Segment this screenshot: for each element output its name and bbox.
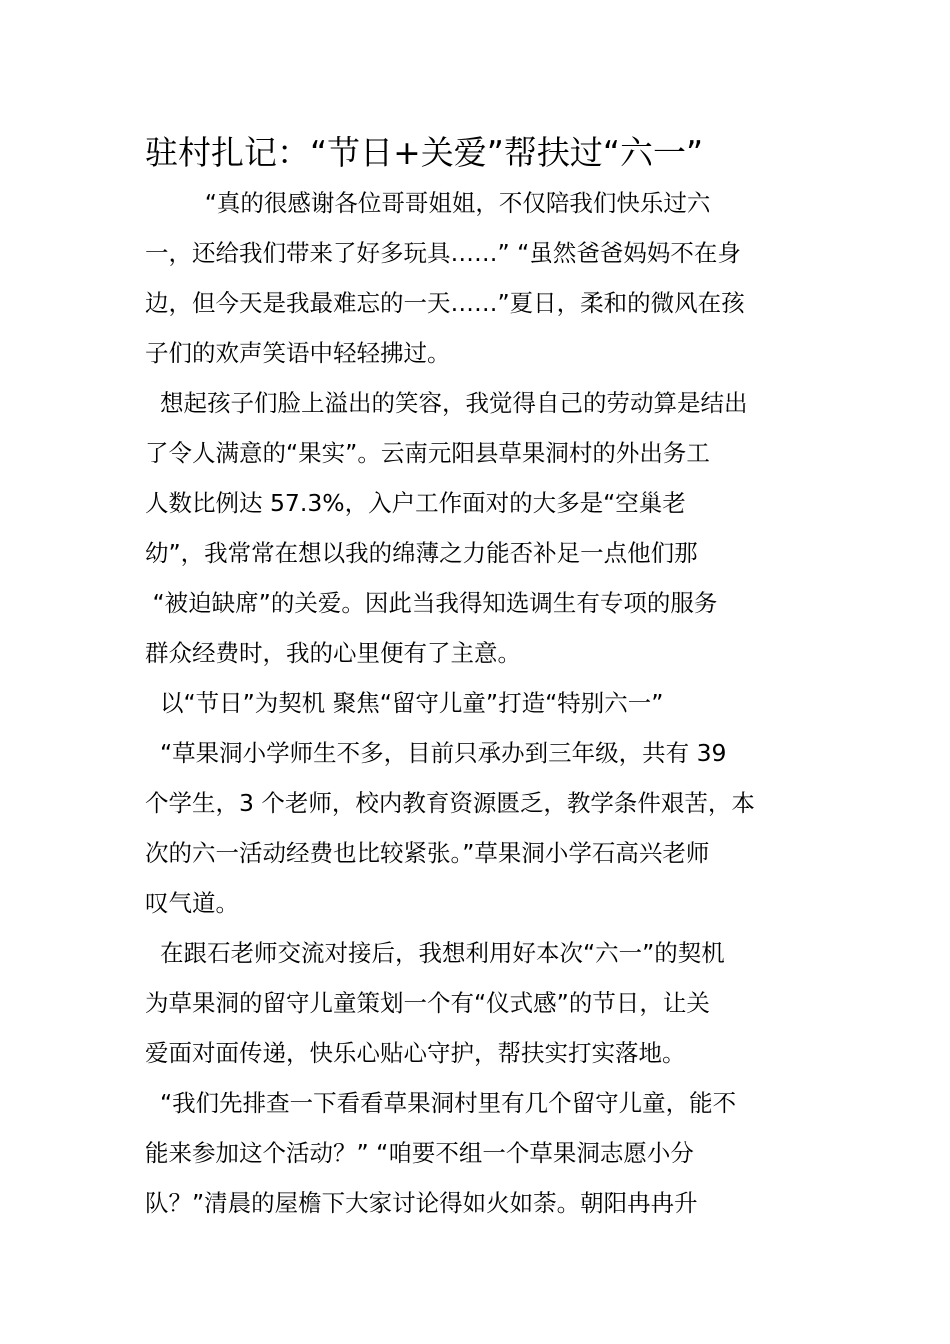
section-heading: 以“节日”为契机 聚焦“留守儿童”打造“特别六一” xyxy=(145,689,664,717)
paragraph-line: 为草果洞的留守儿童策划一个有“仪式感”的节日，让关 xyxy=(145,989,710,1017)
paragraph-line: 能来参加这个活动？” “咱要不组一个草果洞志愿小分 xyxy=(145,1139,694,1167)
paragraph-line: 在跟石老师交流对接后，我想利用好本次“六一”的契机 xyxy=(145,939,725,967)
paragraph-line: 幼”，我常常在想以我的绵薄之力能否补足一点他们那 xyxy=(145,539,698,567)
paragraph-line: 边，但今天是我最难忘的一天……”夏日，柔和的微风在孩 xyxy=(145,289,745,317)
paragraph-line: “被迫缺席”的关爱。因此当我得知选调生有专项的服务 xyxy=(145,589,718,617)
paragraph-line: 人数比例达 57.3%，入户工作面对的大多是“空巢老 xyxy=(145,489,686,517)
paragraph-line: “我们先排查一下看看草果洞村里有几个留守儿童，能不 xyxy=(145,1089,737,1117)
paragraph-line: 想起孩子们脸上溢出的笑容，我觉得自己的劳动算是结出 xyxy=(145,389,748,417)
paragraph-line: “草果洞小学师生不多，目前只承办到三年级，共有 39 xyxy=(145,739,727,767)
paragraph-line: 一，还给我们带来了好多玩具……” “虽然爸爸妈妈不在身 xyxy=(145,239,741,267)
paragraph-line: 个学生，3 个老师，校内教育资源匮乏，教学条件艰苦，本 xyxy=(145,789,755,817)
paragraph-line: 爱面对面传递，快乐心贴心守护，帮扶实打实落地。 xyxy=(145,1039,686,1067)
paragraph-line: 队？”清晨的屋檐下大家讨论得如火如荼。朝阳冉冉升 xyxy=(145,1189,698,1217)
paragraph-line: “真的很感谢各位哥哥姐姐，不仅陪我们快乐过六 xyxy=(145,189,711,217)
paragraph-line: 次的六一活动经费也比较紧张。”草果洞小学石高兴老师 xyxy=(145,839,710,867)
document-title: 驻村扎记：“节日+关爱”帮扶过“六一” xyxy=(145,133,704,172)
paragraph-line: 子们的欢声笑语中轻轻拂过。 xyxy=(145,339,451,367)
paragraph-line: 叹气道。 xyxy=(145,889,239,917)
paragraph-line: 群众经费时，我的心里便有了主意。 xyxy=(145,639,521,667)
paragraph-line: 了令人满意的“果实”。云南元阳县草果洞村的外出务工 xyxy=(145,439,710,467)
